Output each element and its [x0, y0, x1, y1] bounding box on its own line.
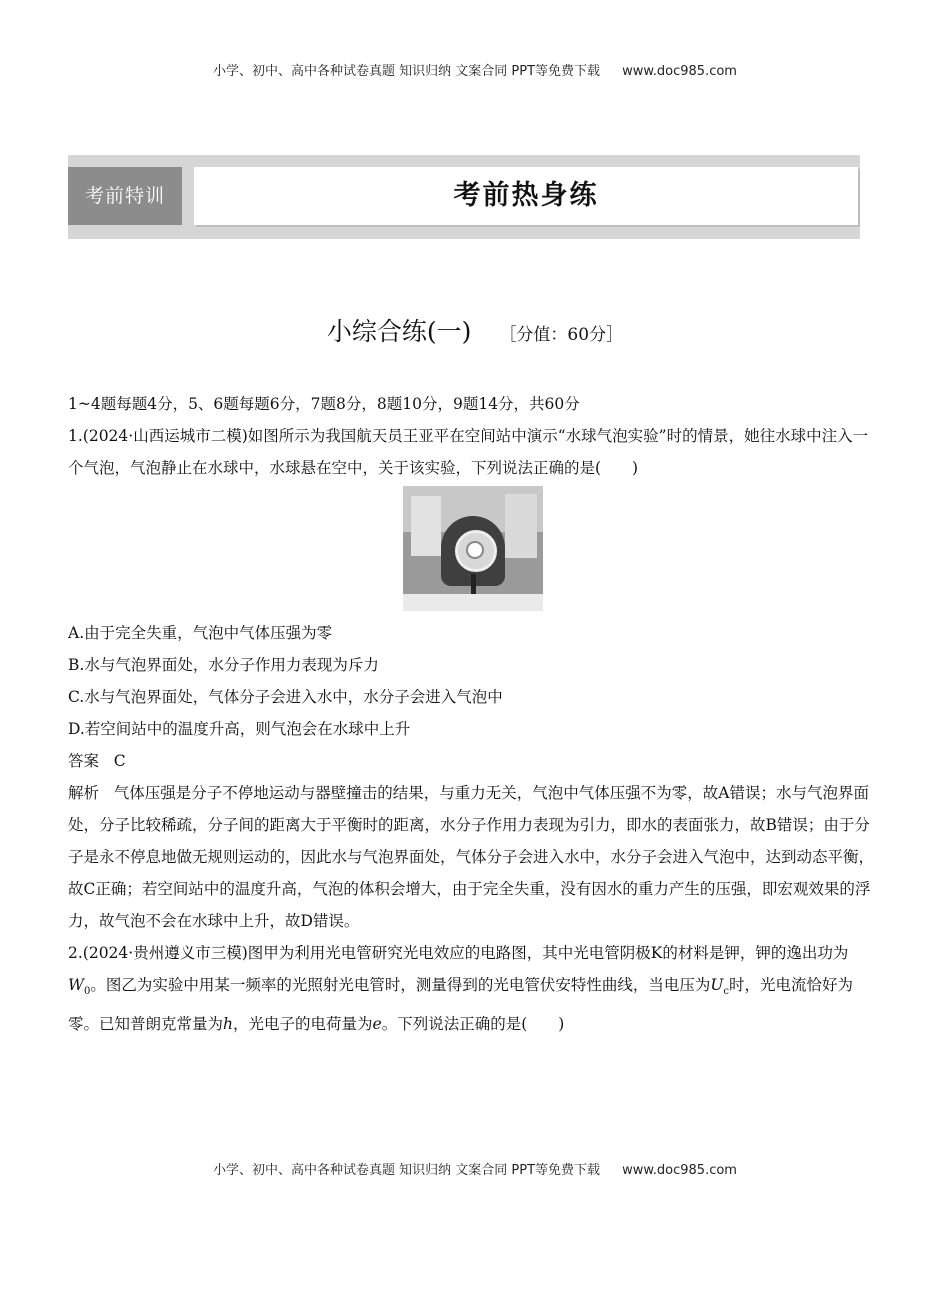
footer-url[interactable]: www.doc985.com	[622, 1163, 737, 1178]
air-bubble	[466, 541, 484, 559]
water-ball-photo	[403, 486, 543, 611]
answer-line	[68, 745, 878, 777]
banner-tag: 考前特训	[68, 167, 182, 225]
question-2-stem: 2.(2024·贵州遵义市三模)图甲为利用光电管研究光电效应的电路图，其中光电管阴极K的材料是钾，钾的逸出功为$W_0$。图乙为实验中用某一频率的光照射光电管时，测量得到的光电管伏安特性曲线，当电压为$U_c$时，光电流恰好为零。已知普朗克常量为h，光电子的电荷量为e。下列说法正确的是( )	[68, 944, 854, 1034]
header-url[interactable]: www.doc985.com	[622, 64, 737, 79]
analysis-label: 解析	[68, 784, 100, 802]
option-b: B.水与气泡界面处，水分子作用力表现为斥力	[68, 656, 379, 674]
page-header	[0, 60, 950, 79]
question-1-stem: 1.(2024·山西运城市二模)如图所示为我国航天员王亚平在空间站中演示“水球气泡实验”时的情景，她往水球中注入一个气泡，气泡静止在水球中，水球悬在空中，关于该实验，下列说法正确的是( )	[68, 427, 869, 477]
option-c: C.水与气泡界面处，气体分子会进入水中，水分子会进入气泡中	[68, 688, 503, 706]
section-score: ［分值：60分］	[499, 325, 624, 345]
analysis-text: 气体压强是分子不停地运动与器壁撞击的结果，与重力无关，气泡中气体压强不为零，故A错误；水与气泡界面处，分子比较稀疏，分子间的距离大于平衡时的距离，水分子作用力表现为引力，即水的表面张力，故B错误；由于分子是永不停息地做无规则运动的，因此水与气泡界面处，气体分子会进入水中，水分子会进入气泡中，达到动态平衡，故C正确；若空间站中的温度升高，气泡的体积会增大，由于完全失重，没有因水的重力产生的压强，即宏观效果的浮力，故气泡不会在水球中上升，故D错误。	[68, 784, 875, 930]
header-text: 小学、初中、高中各种试卷真题 知识归纳 文案合同 PPT等免费下载	[213, 64, 601, 79]
section-banner	[68, 155, 860, 239]
answer-value: C	[113, 752, 126, 770]
section-title	[0, 312, 950, 348]
page-footer	[0, 1159, 950, 1178]
answer-label: 答案	[68, 752, 100, 770]
section-title-main: 小综合练(一)	[326, 317, 472, 346]
score-intro: 1~4题每题4分，5、6题每题6分，7题8分，8题10分，9题14分，共60分	[68, 395, 580, 413]
option-a: A.由于完全失重，气泡中气体压强为零	[68, 624, 333, 642]
footer-text: 小学、初中、高中各种试卷真题 知识归纳 文案合同 PPT等免费下载	[213, 1163, 601, 1178]
analysis-paragraph	[68, 777, 878, 937]
banner-title: 考前热身练	[194, 167, 858, 225]
option-d: D.若空间站中的温度升高，则气泡会在水球中上升	[68, 720, 411, 738]
main-content	[68, 388, 878, 1040]
